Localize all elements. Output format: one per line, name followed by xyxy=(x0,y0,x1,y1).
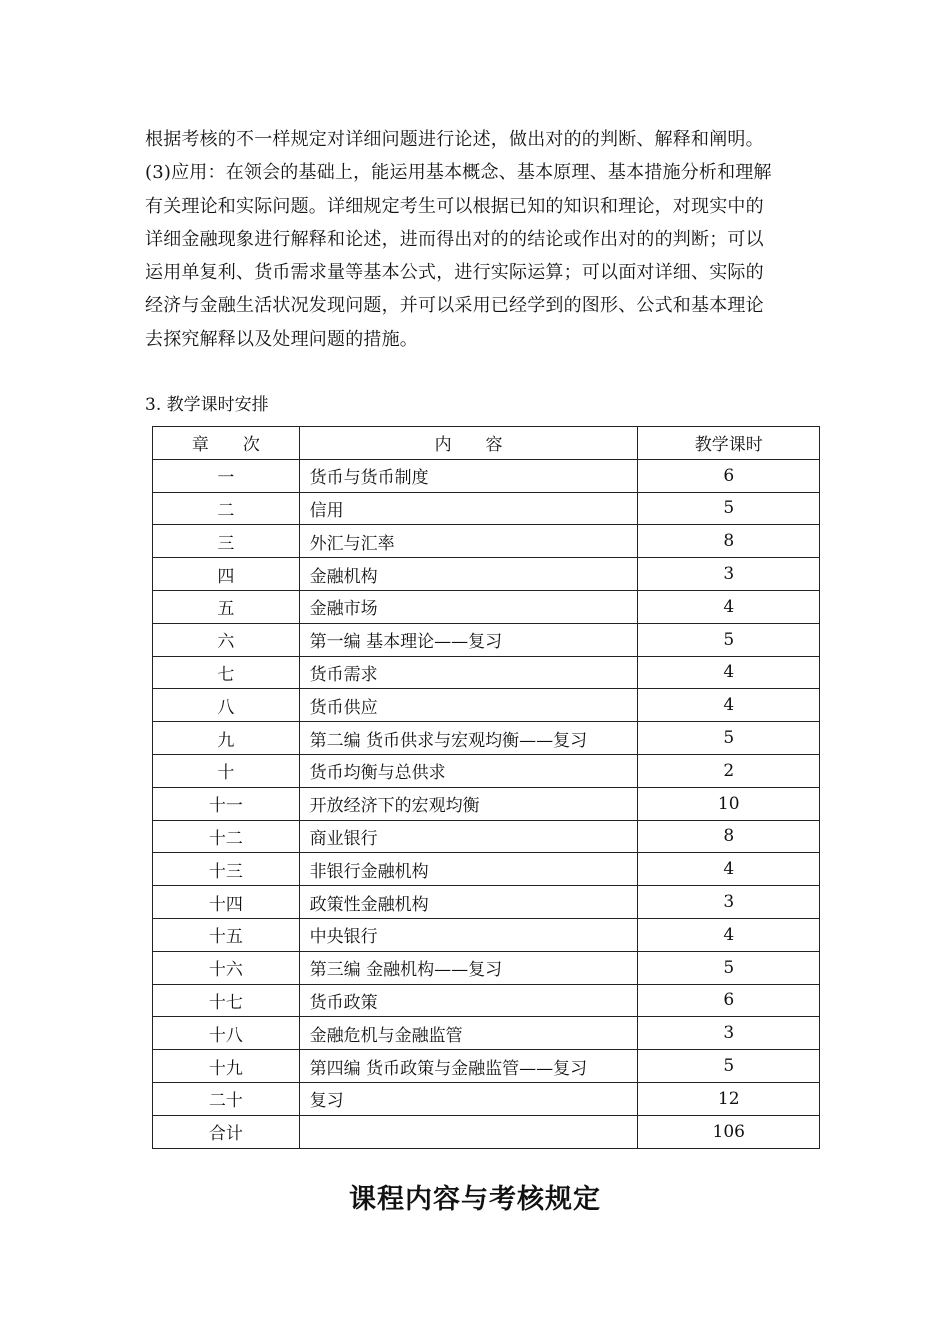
table-row xyxy=(153,886,820,919)
hours-cell: 3 xyxy=(638,1017,820,1050)
content-cell: 第一编 基本理论——复习 xyxy=(299,623,638,656)
paragraph-line: 根据考核的不一样规定对详细问题进行论述，做出对的的判断、解释和阐明。 xyxy=(145,129,764,150)
table-row xyxy=(153,722,820,755)
hours-cell: 4 xyxy=(638,590,820,623)
header-chapter: 章 次 xyxy=(153,427,300,460)
table-row xyxy=(153,1082,820,1115)
table-row xyxy=(153,1050,820,1083)
hours-cell: 2 xyxy=(638,754,820,787)
hours-cell: 4 xyxy=(638,656,820,689)
content-cell: 金融市场 xyxy=(299,590,638,623)
table-row xyxy=(153,623,820,656)
hours-cell: 8 xyxy=(638,820,820,853)
content-cell: 货币供应 xyxy=(299,689,638,722)
table-row xyxy=(153,787,820,820)
hours-cell: 4 xyxy=(638,918,820,951)
chapter-cell: 十九 xyxy=(153,1050,300,1083)
header-content: 内 容 xyxy=(299,427,638,460)
schedule-table xyxy=(152,426,820,1149)
hours-cell: 4 xyxy=(638,853,820,886)
chapter-cell: 十七 xyxy=(153,984,300,1017)
content-cell: 非银行金融机构 xyxy=(299,853,638,886)
table-row xyxy=(153,853,820,886)
table-row xyxy=(153,754,820,787)
hours-cell: 3 xyxy=(638,558,820,591)
content-cell: 外汇与汇率 xyxy=(299,525,638,558)
table-row xyxy=(153,984,820,1017)
table-body xyxy=(153,459,820,1148)
hours-cell: 106 xyxy=(638,1115,820,1148)
hours-cell: 6 xyxy=(638,459,820,492)
table-row xyxy=(153,459,820,492)
header-hours: 教学课时 xyxy=(638,427,820,460)
content-cell: 第二编 货币供求与宏观均衡——复习 xyxy=(299,722,638,755)
content-cell xyxy=(299,1115,638,1148)
content-cell: 金融机构 xyxy=(299,558,638,591)
chapter-cell: 十二 xyxy=(153,820,300,853)
table-row xyxy=(153,1115,820,1148)
table-row xyxy=(153,689,820,722)
content-cell: 第四编 货币政策与金融监管——复习 xyxy=(299,1050,638,1083)
chapter-cell: 七 xyxy=(153,656,300,689)
hours-cell: 5 xyxy=(638,951,820,984)
table-row xyxy=(153,918,820,951)
content-cell: 中央银行 xyxy=(299,918,638,951)
table-row xyxy=(153,590,820,623)
paragraph-line: 运用单复利、货币需求量等基本公式，进行实际运算；可以面对详细、实际的 xyxy=(145,262,764,284)
chapter-cell: 三 xyxy=(153,525,300,558)
content-cell: 金融危机与金融监管 xyxy=(299,1017,638,1050)
paragraph-line: (3)应用：在领会的基础上，能运用基本概念、基本原理、基本措施分析和理解 xyxy=(145,162,772,184)
table-row xyxy=(153,951,820,984)
chapter-cell: 八 xyxy=(153,689,300,722)
chapter-cell: 十四 xyxy=(153,886,300,919)
table-row xyxy=(153,1017,820,1050)
table-header-row xyxy=(153,427,820,460)
paragraph-line: 经济与金融生活状况发现问题，并可以采用已经学到的图形、公式和基本理论 xyxy=(145,295,764,317)
table-row xyxy=(153,656,820,689)
content-cell: 政策性金融机构 xyxy=(299,886,638,919)
chapter-cell: 一 xyxy=(153,459,300,492)
hours-cell: 10 xyxy=(638,787,820,820)
hours-cell: 3 xyxy=(638,886,820,919)
content-cell: 信用 xyxy=(299,492,638,525)
hours-cell: 5 xyxy=(638,492,820,525)
chapter-cell: 合计 xyxy=(153,1115,300,1148)
table-row xyxy=(153,492,820,525)
content-cell: 开放经济下的宏观均衡 xyxy=(299,787,638,820)
table-row xyxy=(153,558,820,591)
content-cell: 货币均衡与总供求 xyxy=(299,754,638,787)
chapter-cell: 十 xyxy=(153,754,300,787)
content-cell: 商业银行 xyxy=(299,820,638,853)
hours-cell: 12 xyxy=(638,1082,820,1115)
intro-paragraph xyxy=(145,123,815,356)
paragraph-line: 详细金融现象进行解释和论述，进而得出对的的结论或作出对的的判断；可以 xyxy=(145,228,764,250)
hours-cell: 6 xyxy=(638,984,820,1017)
content-cell: 货币政策 xyxy=(299,984,638,1017)
paragraph-line: 有关理论和实际问题。详细规定考生可以根据已知的知识和理论，对现实中的 xyxy=(145,195,764,217)
hours-cell: 5 xyxy=(638,623,820,656)
chapter-cell: 二 xyxy=(153,492,300,525)
chapter-cell: 五 xyxy=(153,590,300,623)
chapter-cell: 九 xyxy=(153,722,300,755)
content-cell: 货币需求 xyxy=(299,656,638,689)
table-row xyxy=(153,820,820,853)
chapter-cell: 十八 xyxy=(153,1017,300,1050)
chapter-cell: 四 xyxy=(153,558,300,591)
paragraph-line: 去探究解释以及处理问题的措施。 xyxy=(145,328,418,350)
chapter-cell: 十一 xyxy=(153,787,300,820)
chapter-cell: 六 xyxy=(153,623,300,656)
hours-cell: 5 xyxy=(638,1050,820,1083)
hours-cell: 8 xyxy=(638,525,820,558)
content-cell: 货币与货币制度 xyxy=(299,459,638,492)
content-cell: 第三编 金融机构——复习 xyxy=(299,951,638,984)
table-row xyxy=(153,525,820,558)
chapter-cell: 十六 xyxy=(153,951,300,984)
chapter-cell: 十五 xyxy=(153,918,300,951)
hours-cell: 5 xyxy=(638,722,820,755)
section-title: 课程内容与考核规定 xyxy=(349,1184,601,1215)
chapter-cell: 二十 xyxy=(153,1082,300,1115)
chapter-cell: 十三 xyxy=(153,853,300,886)
hours-cell: 4 xyxy=(638,689,820,722)
content-cell: 复习 xyxy=(299,1082,638,1115)
section-heading: 3. 教学课时安排 xyxy=(145,395,269,415)
